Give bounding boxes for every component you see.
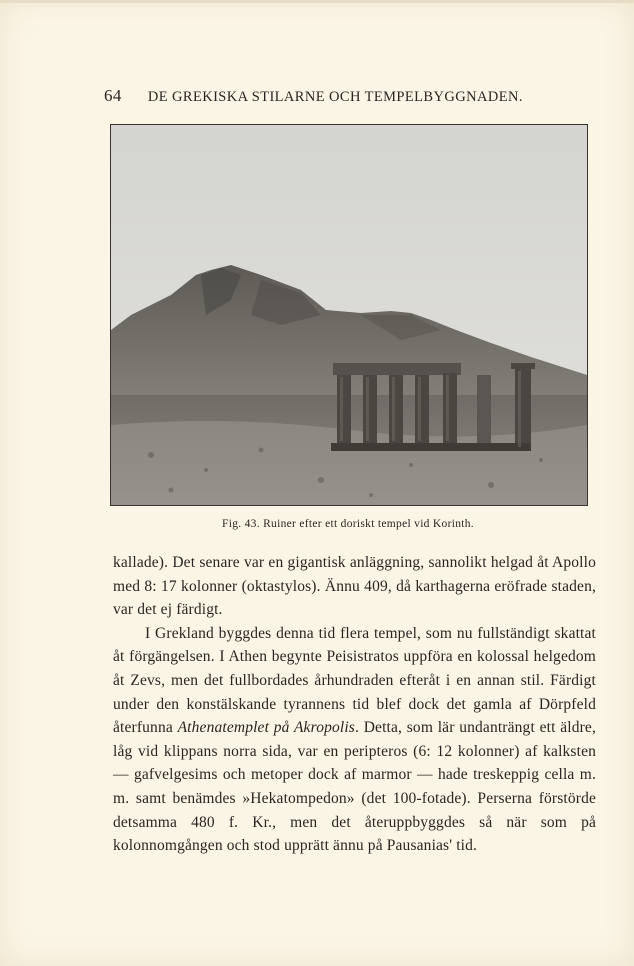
page-edge — [0, 0, 634, 3]
temple-ruins-photograph-icon — [111, 125, 587, 505]
page-number: 64 — [104, 86, 122, 105]
running-title: DE GREKISKA STILARNE OCH TEMPELBYGGNADEN. — [147, 89, 523, 105]
paragraph-2-part-a: I Grekland byggdes denna tid flera tempel, som nu fullständigt skattat åt förgängelsen. I Athen begynte Peisistratos uppföra en kolossal helgedom åt Zevs, men det fullbordades århundraden efteråt i en annan stil. Färdigt under den konstälskande tyrannens tid blef dock det gamla af Dörpfeld återfunna — [113, 624, 596, 737]
body-text — [113, 551, 596, 858]
figure-photograph — [110, 124, 588, 506]
temple-name-italic: Athenatemplet på Akropolis — [177, 719, 355, 737]
figure-caption: Fig. 43. Ruiner efter ett doriskt tempel vid Korinth. — [222, 518, 474, 530]
paragraph-2-part-b: . Detta, som lär undanträngt ett äldre, låg vid klippans norra sida, var en peripteros (6: 12 kolonner) af kalksten — gafvelgesims och metoper dock af marmor — hade treskeppig cella m. m. samt benämdes »Hekatompedon» (det 100-fotade). Perserna förstörde detsamma 480 f. Kr., men det återuppbyggdes så när som på kolonnomgången och stod upprätt ännu på Pausanias' tid. — [113, 719, 596, 855]
paragraph-1: kallade). Det senare var en gigantisk anläggning, sannolikt helgad åt Apollo med 8: 17 kolonner (oktastylos). Ännu 409, då karthagerna eröfrade staden, var det ej färdigt. — [113, 554, 596, 619]
running-header — [104, 86, 544, 106]
paragraph-2 — [113, 622, 596, 858]
